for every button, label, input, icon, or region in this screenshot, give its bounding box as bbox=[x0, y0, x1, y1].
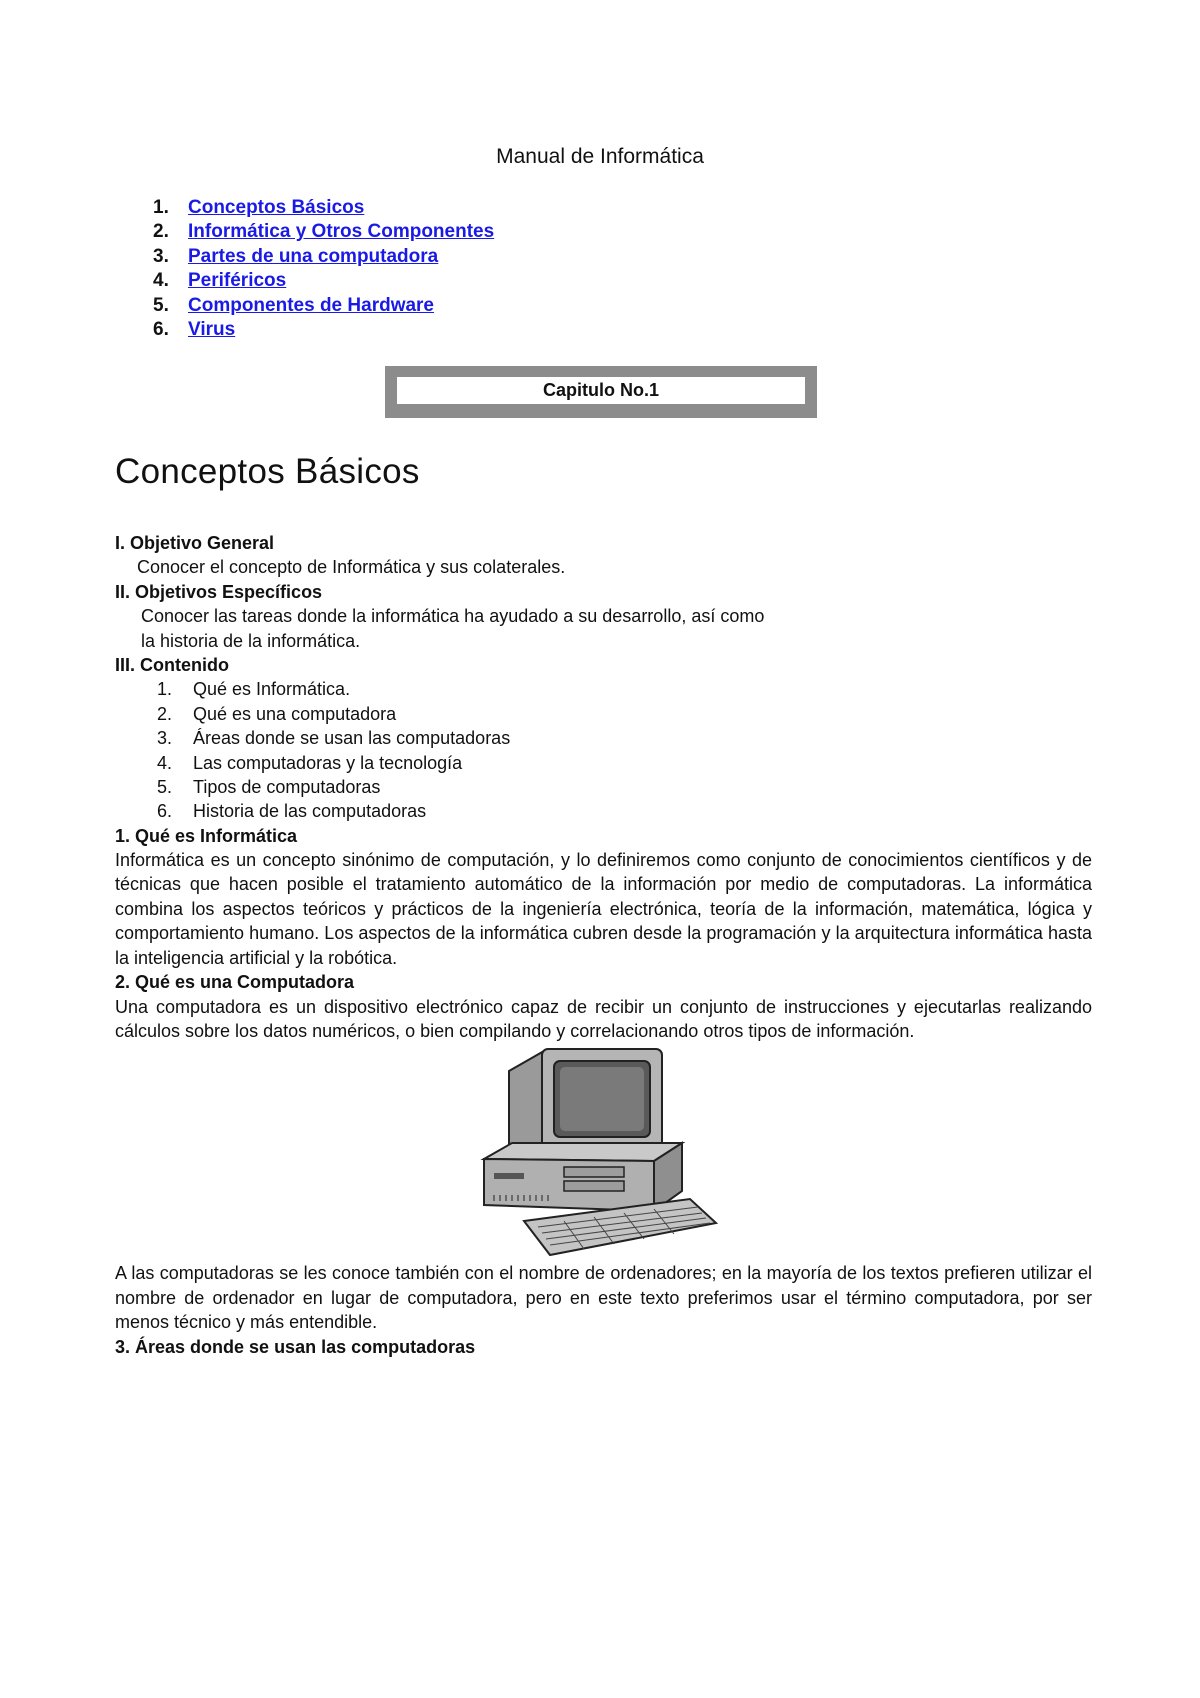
list-label: Tipos de computadoras bbox=[193, 776, 381, 797]
objetivos-especificos-heading: II. Objetivos Específicos bbox=[115, 581, 323, 602]
toc-item bbox=[153, 269, 494, 293]
toc-number: 1. bbox=[153, 197, 169, 218]
list-label: Qué es una computadora bbox=[193, 703, 397, 724]
objetivo-general-heading: I. Objetivo General bbox=[115, 533, 275, 553]
list-label: Áreas donde se usan las computadoras bbox=[193, 728, 511, 749]
section3-heading: 3. Áreas donde se usan las computadoras bbox=[115, 1336, 476, 1357]
toc-item bbox=[153, 294, 494, 318]
toc-number: 3. bbox=[153, 245, 169, 267]
document-title: Manual de Informática bbox=[496, 145, 704, 168]
list-label: Las computadoras y la tecnología bbox=[193, 752, 463, 773]
toc-item bbox=[153, 245, 494, 269]
toc-number: 5. bbox=[153, 294, 169, 316]
section1-paragraph: Informática es un concepto sinónimo de computación, y lo definiremos como conjunto de conocimientos científicos y de técnicas que hacen posible el tratamiento automático de la información por medio de computadoras. La informática combina los aspectos teóricos y prácticos de la ingeniería electrónica, teoría de la información, matemática, lógica y comportamiento humano. Los aspectos de la informática cubren desde la programación y la arquitectura informática hasta la inteligencia artificial y la robótica. bbox=[115, 850, 1092, 968]
section2-heading: 2. Qué es una Computadora bbox=[115, 972, 355, 993]
section2-paragraph: Una computadora es un dispositivo electrónico capaz de recibir un conjunto de instrucciones y ejecutarlas realizando cálculos sobre los datos numéricos, o bien compilando y correlacionando otros tipos de información. bbox=[115, 996, 1092, 1041]
toc-link-partes-computadora[interactable]: Partes de una computadora bbox=[188, 245, 439, 267]
toc-link-conceptos-basicos[interactable]: Conceptos Básicos bbox=[188, 197, 365, 218]
list-item bbox=[115, 677, 1092, 701]
computer-icon bbox=[454, 1043, 754, 1261]
toc-link-informatica-otros-componentes[interactable]: Informática y Otros Componentes bbox=[188, 221, 495, 243]
list-number: 4. bbox=[157, 752, 173, 773]
list-item bbox=[115, 751, 1092, 775]
list-item bbox=[115, 775, 1092, 799]
section1-heading: 1. Qué es Informática bbox=[115, 825, 298, 846]
list-number: 3. bbox=[157, 728, 173, 749]
toc-item bbox=[153, 318, 494, 342]
table-of-contents bbox=[153, 196, 494, 342]
toc-number: 2. bbox=[153, 221, 169, 243]
chapter-banner bbox=[385, 366, 817, 418]
objetivos-especificos-line: Conocer las tareas donde la informática ha ayudado a su desarrollo, así como bbox=[141, 606, 765, 627]
list-label: Qué es Informática. bbox=[193, 679, 351, 700]
toc-link-componentes-hardware[interactable]: Componentes de Hardware bbox=[188, 294, 434, 316]
objetivos-especificos-line: la historia de la informática. bbox=[141, 630, 361, 651]
list-item bbox=[115, 799, 1092, 823]
list-label: Historia de las computadoras bbox=[193, 801, 427, 822]
toc-number: 6. bbox=[153, 318, 169, 340]
list-item bbox=[115, 702, 1092, 726]
chapter-label: Capitulo No.1 bbox=[397, 377, 805, 404]
toc-item bbox=[153, 220, 494, 244]
toc-item bbox=[153, 196, 494, 220]
toc-link-virus[interactable]: Virus bbox=[188, 318, 236, 340]
document-body bbox=[115, 531, 1092, 1359]
list-number: 6. bbox=[157, 801, 173, 822]
list-item bbox=[115, 726, 1092, 750]
contenido-heading: III. Contenido bbox=[115, 654, 229, 675]
list-number: 5. bbox=[157, 776, 173, 797]
computer-illustration bbox=[115, 1043, 1092, 1261]
list-number: 2. bbox=[157, 703, 173, 724]
list-number: 1. bbox=[157, 679, 173, 700]
toc-number: 4. bbox=[153, 270, 169, 292]
toc-link-perifericos[interactable]: Periféricos bbox=[188, 270, 287, 292]
section-heading: Conceptos Básicos bbox=[115, 452, 420, 491]
section2-paragraph-after-image: A las computadoras se les conoce también con el nombre de ordenadores; en la mayoría de los textos prefieren utilizar el nombre de ordenador en lugar de computadora, pero en este texto preferimos usar el término computadora, por ser menos técnico y más entendible. bbox=[115, 1263, 1092, 1333]
objetivo-general-text: Conocer el concepto de Informática y sus colaterales. bbox=[137, 557, 566, 578]
